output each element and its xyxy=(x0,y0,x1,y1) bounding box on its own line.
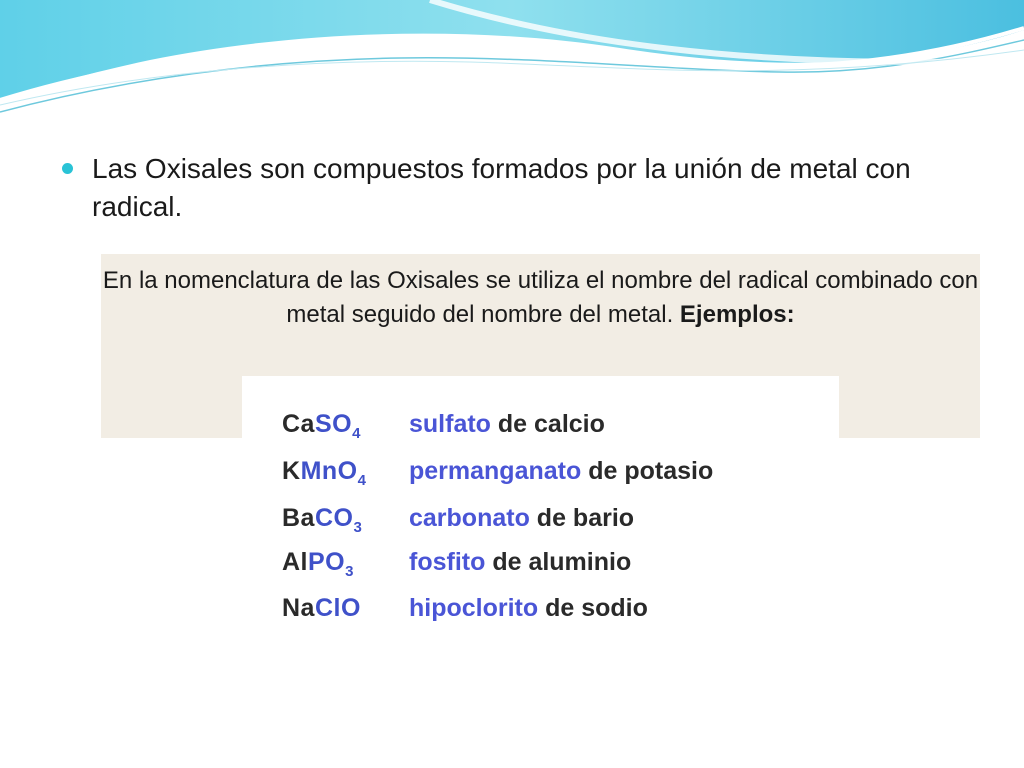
chemical-formula: CaSO$_4$ xyxy=(282,410,361,442)
chemical-formula: NaClO xyxy=(282,594,361,622)
compound-name: carbonato de bario xyxy=(409,504,635,532)
compound-name: sulfato de calcio xyxy=(409,410,605,438)
chemical-formula: AlPO$_3$ xyxy=(282,548,354,580)
note-emphasis: Ejemplos: xyxy=(679,301,795,328)
compound-name: permanganato de potasio xyxy=(409,457,714,485)
header-wave-decoration xyxy=(0,0,1024,130)
chemical-formula: BaCO$_3$ xyxy=(282,504,363,536)
chemical-formula: KMnO$_4$ xyxy=(282,457,367,489)
note-body: En la nomenclatura de las Oxisales se utiliza el nombre del radical combinado con metal seguido del nombre del metal. xyxy=(102,267,979,328)
bullet-text: Las Oxisales son compuestos formados por la unión de metal con radical. xyxy=(92,153,911,222)
compound-name: hipoclorito de sodio xyxy=(409,594,648,622)
bullet-icon xyxy=(62,163,73,174)
nomenclature-note-text xyxy=(101,264,980,332)
compound-name: fosfito de aluminio xyxy=(409,548,632,576)
examples-panel xyxy=(242,376,839,652)
